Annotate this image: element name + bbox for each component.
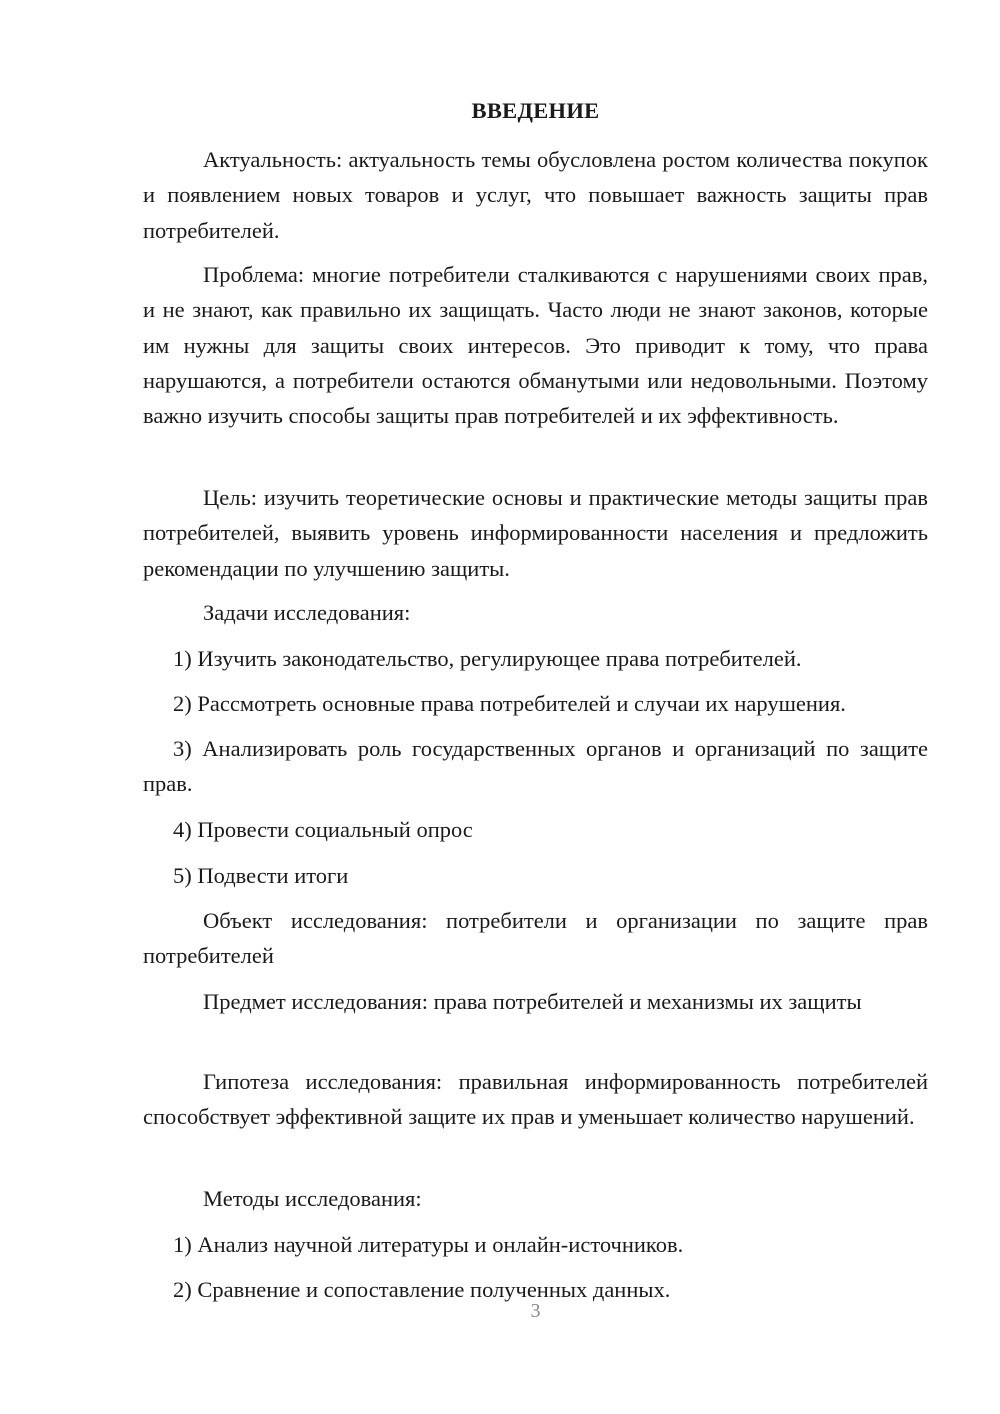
hypothesis-paragraph: Гипотеза исследования: правильная информированность потребителей способствует эффективной защите их прав и уменьшает количество нарушений. — [143, 1069, 928, 1130]
object-paragraph: Объект исследования: потребители и организации по защите прав потребителей — [143, 908, 928, 969]
relevance-paragraph: Актуальность: актуальность темы обусловлена ростом количества покупок и появлением новых товаров и услуг, что повышает важность защиты прав потребителей. — [143, 147, 928, 243]
method-item-2: 2) Сравнение и сопоставление полученных данных. — [173, 1277, 671, 1302]
task-item-4: 4) Провести социальный опрос — [173, 817, 473, 842]
task-item-5: 5) Подвести итоги — [173, 863, 349, 888]
page-number: 3 — [530, 1300, 541, 1322]
document-page — [143, 0, 928, 1414]
problem-paragraph: Проблема: многие потребители сталкиваются с нарушениями своих прав, и не знают, как правильно их защищать. Часто люди не знают законов, которые им нужны для защиты своих интересов. Это приводит к тому, что права нарушаются, а потребители остаются обманутыми или недовольными. Поэтому важно изучить способы защиты прав потребителей и их эффективность. — [143, 262, 928, 429]
task-item-2: 2) Рассмотреть основные права потребителей и случаи их нарушения. — [173, 691, 846, 716]
task-item-1: 1) Изучить законодательство, регулирующее права потребителей. — [173, 646, 802, 671]
subject-paragraph: Предмет исследования: права потребителей и механизмы их защиты — [203, 989, 862, 1014]
goal-paragraph: Цель: изучить теоретические основы и практические методы защиты прав потребителей, выявить уровень информированности населения и предложить рекомендации по улучшению защиты. — [143, 485, 928, 581]
tasks-heading: Задачи исследования: — [203, 600, 411, 625]
task-item-3: 3) Анализировать роль государственных органов и организаций по защите прав. — [143, 736, 928, 797]
page-title: ВВЕДЕНИЕ — [471, 98, 600, 123]
method-item-1: 1) Анализ научной литературы и онлайн-источников. — [173, 1232, 684, 1257]
methods-heading: Методы исследования: — [203, 1186, 422, 1211]
